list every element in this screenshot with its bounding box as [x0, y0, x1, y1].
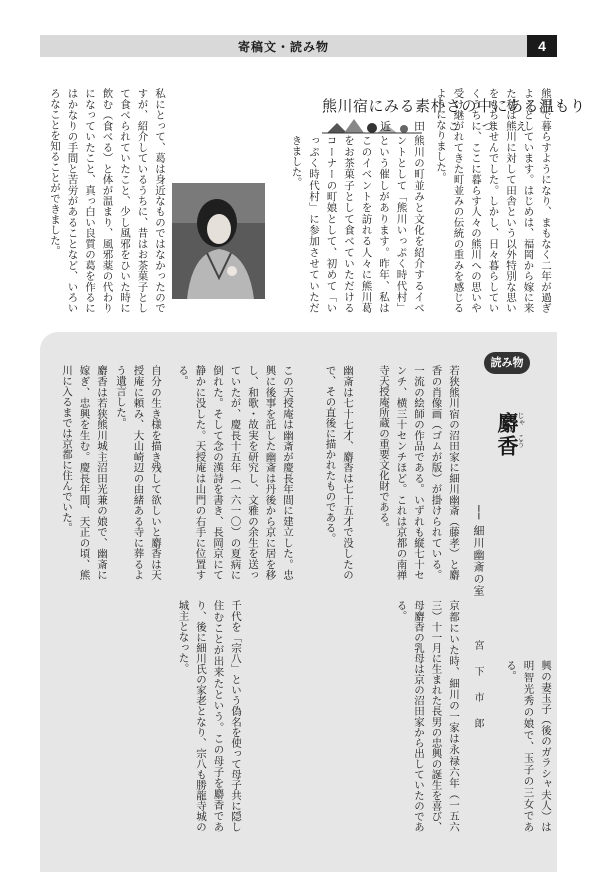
section-header — [40, 35, 557, 57]
article-column-2: 熊川の町並みと文化を紹介するイベントとして「熊川いっぷく時代村」という催しがあります。昨年、私はこのイベントを訪れる人々に熊川葛をお茶菓子として食べていただけるコーナーの町娘として、初めて「いっぷく時代村」に参加させていただきました。 — [290, 135, 425, 313]
story-badge: 読み物 — [484, 352, 530, 374]
story-title: 麝香 — [495, 412, 519, 458]
story-lower-3: 興の妻玉子（後のガラシャ夫人）は明智光秀の娘で、玉子の三女である。 — [505, 660, 552, 832]
story-lower-1: 京都にいた時、細川の一家は永禄六年（一五六三）十一月に生まれた長男の忠興の誕生を喜び、母麝香の乳母は京の沼田家から出していたのである。 — [395, 600, 460, 832]
story-lower-2: 千代を「宗八」という偽名を使って母子共に隠し住むことが出来たという。この母子を麝香であり、後に細川氏の家老となり、宗八も勝龍寺城の城主となった。 — [177, 600, 242, 832]
story-column-2: 幽斎は七十七才、麝香は七十五才で没したので、その直後に描かれたものである。 — [324, 365, 354, 580]
story-column-5: 麝香は若狭熊川城主沼田光兼の娘で、幽斎に嫁ぎ、忠興を生む。慶長年間、天正の頃、熊川に入るまでは京都に住んでいた。 — [61, 365, 108, 580]
article-author: 近 田 こ づ え — [380, 120, 533, 133]
story-author: 宮 下 市 郎 — [472, 640, 483, 731]
story-title-ruby-1: じゃ — [517, 412, 525, 426]
story-column-4: 自分の生き様を描き残して欲しいと麝香は天授庵に頼み、大山崎辺の由緒ある寺に葬るよう遺言した。 — [115, 365, 162, 580]
article-column-3: 私にとって、葛は身近なものではなかったのですが、紹介しているうちに、昔はお茶菓子として食べられていたこと、少し風邪をひいた時に飲む（食べる）と体が温まり、風邪薬の代わりになっていたこと、真っ白い良質の葛を作るにはかなりの手間と苦労があることなど、いろいろなことを知ることができました。 — [49, 88, 166, 313]
page-number: 4 — [527, 35, 557, 57]
story-title-ruby-2: こう — [517, 434, 525, 448]
section-title: 寄稿文・読み物 — [237, 40, 329, 54]
article-column-1: 熊川で暮らすようになり、まもなく二年が過ぎようとしています。はじめは、福岡から嫁に来た私は熊川に対して田舎という以外特別な思いをもちませんでした。しかし、日々暮らしていくうちに、ここに暮らす人々の熊川への思いや受け継がれてきた町並みの伝統の重みを感じるようになりました。 — [435, 88, 552, 313]
story-column-3: この天授庵は幽斎が慶長年間に建立した。忠興に後事を託した幽斎は丹後から京に居を移し、和歌・故実を研究し、文雅の余生を送っていたが、慶長十五年（一六一〇）の夏病に倒れた。そして念の漢詩を書き、長岡京にて静かに没した。天授庵は山門の右手に位置する。 — [177, 365, 294, 580]
article-title: 熊川宿にみる素朴さの中にある温もり — [322, 97, 586, 115]
author-photo — [172, 183, 265, 299]
story-subtitle: ── 細川幽斎の室 — [472, 505, 485, 597]
story-column-1: 若狭熊川宿の沼田家に細川幽斎（藤孝）と麝香の肖像画（ゴムが版）が掛けられている。一流の絵師の作品である。いずれも縦七十センチ、横三十センチほど。これは京都の南禅寺天授庵所蔵の重要文化財である。 — [378, 365, 460, 580]
